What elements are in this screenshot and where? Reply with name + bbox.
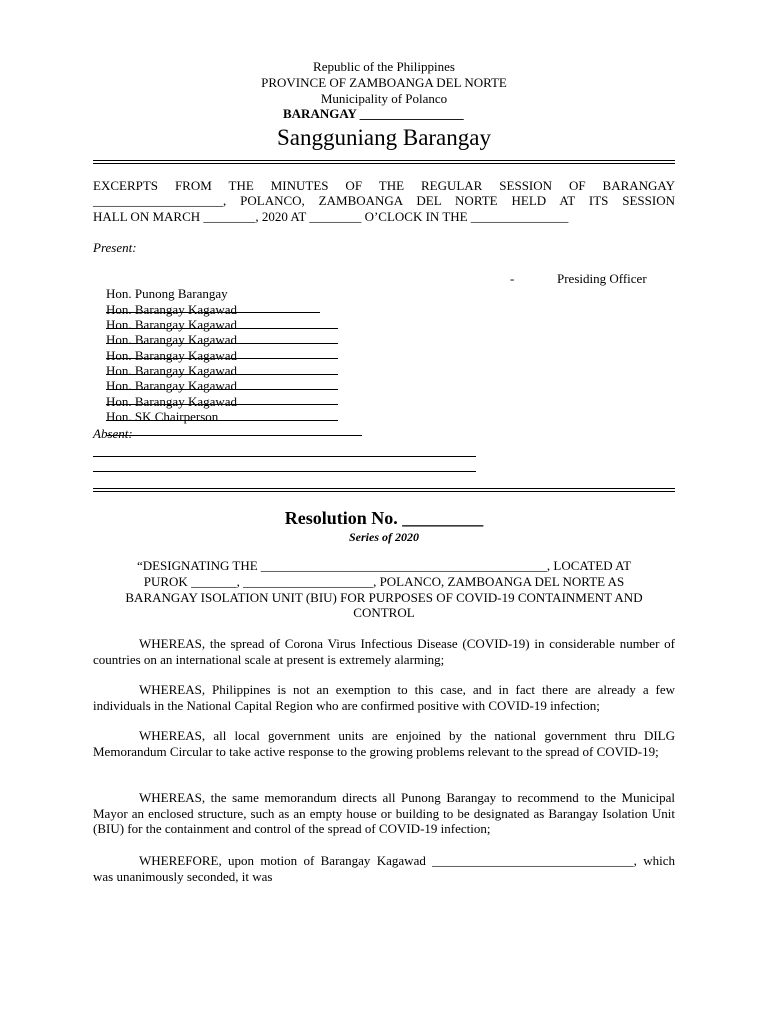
resolution-series: Series of 2020 — [349, 530, 419, 544]
presiding-dash: - — [510, 271, 515, 286]
absent-label: Absent: — [93, 426, 133, 441]
republic-line: Republic of the Philippines — [313, 59, 455, 74]
member-title: Hon. Barangay Kagawad — [106, 363, 238, 378]
excerpt-line-1: EXCERPTS FROM THE MINUTES OF THE REGULAR SESSION OF BARANGAY — [93, 178, 675, 193]
designating-line-3: BARANGAY ISOLATION UNIT (BIU) FOR PURPOSES OF COVID-19 CONTAINMENT AND — [125, 590, 643, 605]
present-label: Present: — [93, 240, 137, 255]
whereas-paragraph: WHEREAS, the same memorandum directs all Punong Barangay to recommend to the Municipal Mayor an enclosed structure, such as an empty house or building to be designated as Barangay Isolation Unit (BIU) for the containment and control of the spread of COVID-19 infection; — [93, 790, 675, 836]
member-row — [93, 394, 362, 454]
member-title: Hon. Barangay Kagawad — [106, 302, 238, 317]
designating-line-1: “DESIGNATING THE ____________________________________________, LOCATED AT — [136, 558, 632, 573]
presiding-role: Presiding Officer — [557, 271, 647, 286]
header-divider-top — [93, 160, 675, 161]
province-line: PROVINCE OF ZAMBOANGA DEL NORTE — [261, 75, 507, 90]
whereas-paragraph: WHEREAS, the spread of Corona Virus Infectious Disease (COVID-19) in considerable number of countries on an international scale at present is extremely alarming; — [93, 636, 675, 667]
section-divider-top — [93, 488, 675, 489]
member-title: Hon. Barangay Kagawad — [106, 332, 238, 347]
section-divider-bottom — [93, 491, 675, 492]
header-divider-bottom — [93, 163, 675, 164]
whereas-paragraph: WHEREAS, all local government units are enjoined by the national government thru DILG Memorandum Circular to take active response to the growing problems relevant to the spread of COVID-19; — [93, 728, 675, 759]
member-title: Hon. Barangay Kagawad — [106, 394, 238, 409]
member-title: Hon. Barangay Kagawad — [106, 378, 238, 393]
wherefore-paragraph: WHEREFORE, upon motion of Barangay Kagawad _______________________________, which was unanimously seconded, it was — [93, 853, 675, 884]
excerpt-line-2: ____________________, POLANCO, ZAMBOANGA DEL NORTE HELD AT ITS SESSION — [93, 193, 675, 208]
designating-line-2: PUROK _______, ____________________, POLANCO, ZAMBOANGA DEL NORTE AS — [143, 574, 625, 589]
absent-blank-line — [93, 456, 476, 457]
council-title: Sangguniang Barangay — [277, 125, 491, 150]
member-title: Hon. Barangay Kagawad — [106, 317, 238, 332]
absent-blank-line — [93, 471, 476, 472]
member-title: Hon. Barangay Kagawad — [106, 348, 238, 363]
barangay-line: BARANGAY ________________ — [283, 106, 464, 121]
excerpt-line-3: HALL ON MARCH ________, 2020 AT ________ O’CLOCK IN THE _______________ — [93, 209, 569, 224]
signature-line — [106, 424, 362, 436]
member-title: Hon. SK Chairperson — [106, 409, 219, 424]
designating-line-4: CONTROL — [353, 605, 415, 620]
presiding-title: Hon. Punong Barangay — [106, 286, 228, 301]
whereas-paragraph: WHEREAS, Philippines is not an exemption to this case, and in fact there are already a few individuals in the National Capital Region who are confirmed positive with COVID-19 infection; — [93, 682, 675, 713]
resolution-title: Resolution No. _________ — [284, 508, 484, 528]
municipality-line: Municipality of Polanco — [320, 91, 448, 106]
